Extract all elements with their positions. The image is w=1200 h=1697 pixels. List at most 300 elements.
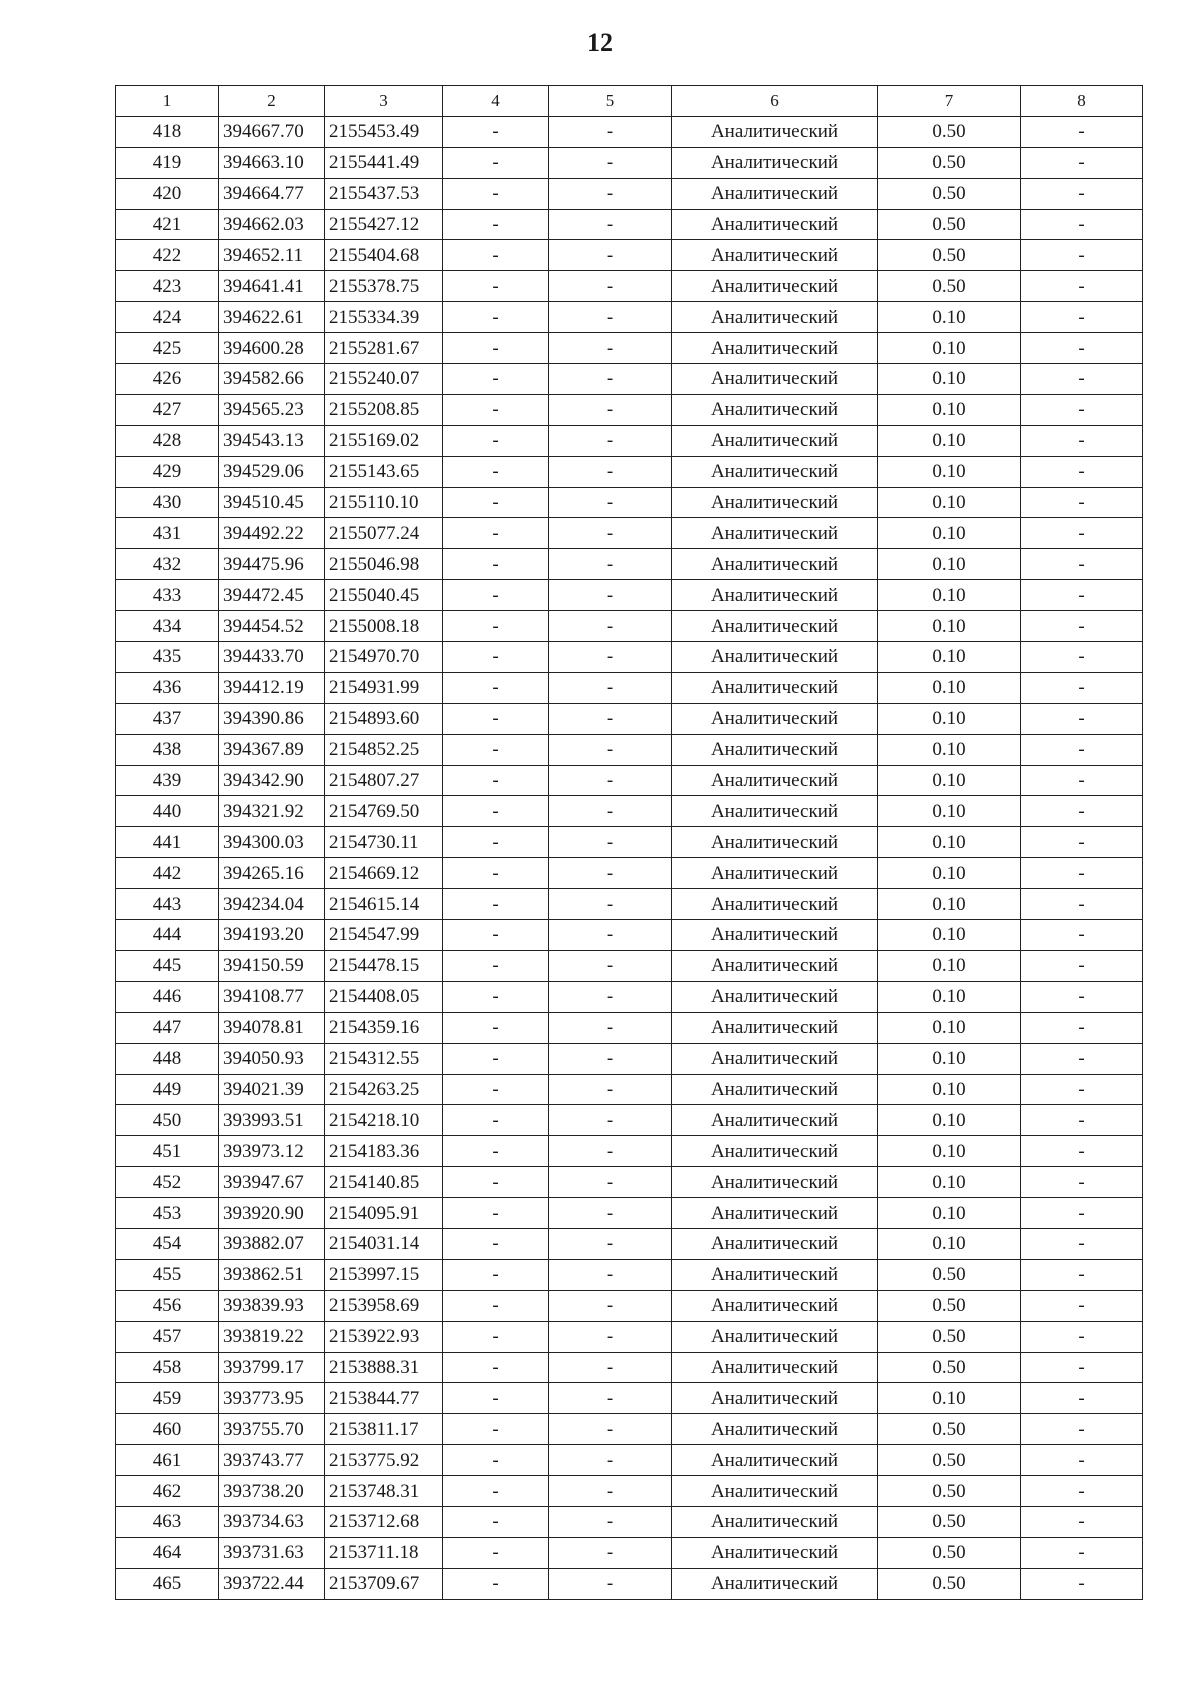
col8-cell: - bbox=[1021, 1198, 1143, 1229]
accuracy-cell: 0.10 bbox=[878, 425, 1021, 456]
accuracy-cell: 0.50 bbox=[878, 209, 1021, 240]
x-coordinate-cell: 394667.70 bbox=[219, 116, 325, 147]
method-cell: Аналитический bbox=[672, 734, 878, 765]
col5-cell: - bbox=[549, 1012, 672, 1043]
col8-cell: - bbox=[1021, 302, 1143, 333]
x-coordinate-cell: 394342.90 bbox=[219, 765, 325, 796]
col5-cell: - bbox=[549, 1568, 672, 1599]
method-cell: Аналитический bbox=[672, 796, 878, 827]
point-number-cell: 455 bbox=[116, 1259, 219, 1290]
col8-cell: - bbox=[1021, 1383, 1143, 1414]
method-cell: Аналитический bbox=[672, 1414, 878, 1445]
x-coordinate-cell: 394641.41 bbox=[219, 271, 325, 302]
point-number-cell: 428 bbox=[116, 425, 219, 456]
col5-cell: - bbox=[549, 456, 672, 487]
method-cell: Аналитический bbox=[672, 1259, 878, 1290]
col4-cell: - bbox=[443, 796, 549, 827]
col5-cell: - bbox=[549, 858, 672, 889]
method-cell: Аналитический bbox=[672, 642, 878, 673]
col4-cell: - bbox=[443, 456, 549, 487]
point-number-cell: 443 bbox=[116, 889, 219, 920]
method-cell: Аналитический bbox=[672, 394, 878, 425]
x-coordinate-cell: 394234.04 bbox=[219, 889, 325, 920]
accuracy-cell: 0.50 bbox=[878, 1476, 1021, 1507]
accuracy-cell: 0.10 bbox=[878, 611, 1021, 642]
col4-cell: - bbox=[443, 178, 549, 209]
col8-cell: - bbox=[1021, 1290, 1143, 1321]
col4-cell: - bbox=[443, 1290, 549, 1321]
col5-cell: - bbox=[549, 1537, 672, 1568]
col8-cell: - bbox=[1021, 981, 1143, 1012]
accuracy-cell: 0.10 bbox=[878, 1105, 1021, 1136]
col8-cell: - bbox=[1021, 178, 1143, 209]
x-coordinate-cell: 394600.28 bbox=[219, 333, 325, 364]
x-coordinate-cell: 393743.77 bbox=[219, 1445, 325, 1476]
table-row bbox=[116, 1321, 1143, 1352]
col5-cell: - bbox=[549, 1383, 672, 1414]
col4-cell: - bbox=[443, 1476, 549, 1507]
point-number-cell: 461 bbox=[116, 1445, 219, 1476]
method-cell: Аналитический bbox=[672, 950, 878, 981]
col8-cell: - bbox=[1021, 425, 1143, 456]
method-cell: Аналитический bbox=[672, 333, 878, 364]
col8-cell: - bbox=[1021, 611, 1143, 642]
table-row bbox=[116, 950, 1143, 981]
col8-cell: - bbox=[1021, 580, 1143, 611]
table-header-row bbox=[116, 86, 1143, 117]
y-coordinate-cell: 2155143.65 bbox=[325, 456, 443, 487]
col4-cell: - bbox=[443, 858, 549, 889]
col4-cell: - bbox=[443, 1537, 549, 1568]
y-coordinate-cell: 2153997.15 bbox=[325, 1259, 443, 1290]
method-cell: Аналитический bbox=[672, 1476, 878, 1507]
col8-cell: - bbox=[1021, 549, 1143, 580]
point-number-cell: 442 bbox=[116, 858, 219, 889]
accuracy-cell: 0.50 bbox=[878, 116, 1021, 147]
col8-cell: - bbox=[1021, 487, 1143, 518]
accuracy-cell: 0.50 bbox=[878, 1321, 1021, 1352]
col8-cell: - bbox=[1021, 1105, 1143, 1136]
col4-cell: - bbox=[443, 1012, 549, 1043]
y-coordinate-cell: 2153748.31 bbox=[325, 1476, 443, 1507]
method-cell: Аналитический bbox=[672, 425, 878, 456]
table-row bbox=[116, 1259, 1143, 1290]
x-coordinate-cell: 393862.51 bbox=[219, 1259, 325, 1290]
col4-cell: - bbox=[443, 302, 549, 333]
col8-cell: - bbox=[1021, 364, 1143, 395]
column-header: 6 bbox=[672, 86, 878, 117]
col5-cell: - bbox=[549, 333, 672, 364]
x-coordinate-cell: 394472.45 bbox=[219, 580, 325, 611]
col5-cell: - bbox=[549, 394, 672, 425]
col5-cell: - bbox=[549, 611, 672, 642]
x-coordinate-cell: 394492.22 bbox=[219, 518, 325, 549]
point-number-cell: 450 bbox=[116, 1105, 219, 1136]
col5-cell: - bbox=[549, 642, 672, 673]
y-coordinate-cell: 2154615.14 bbox=[325, 889, 443, 920]
x-coordinate-cell: 394050.93 bbox=[219, 1043, 325, 1074]
col8-cell: - bbox=[1021, 1228, 1143, 1259]
col4-cell: - bbox=[443, 1568, 549, 1599]
table-row bbox=[116, 1228, 1143, 1259]
table-row bbox=[116, 518, 1143, 549]
col8-cell: - bbox=[1021, 1476, 1143, 1507]
x-coordinate-cell: 394300.03 bbox=[219, 827, 325, 858]
x-coordinate-cell: 393734.63 bbox=[219, 1506, 325, 1537]
y-coordinate-cell: 2154669.12 bbox=[325, 858, 443, 889]
col5-cell: - bbox=[549, 549, 672, 580]
point-number-cell: 435 bbox=[116, 642, 219, 673]
col5-cell: - bbox=[549, 1259, 672, 1290]
y-coordinate-cell: 2155437.53 bbox=[325, 178, 443, 209]
point-number-cell: 465 bbox=[116, 1568, 219, 1599]
col5-cell: - bbox=[549, 703, 672, 734]
column-header: 4 bbox=[443, 86, 549, 117]
col8-cell: - bbox=[1021, 1321, 1143, 1352]
x-coordinate-cell: 393738.20 bbox=[219, 1476, 325, 1507]
table-row bbox=[116, 889, 1143, 920]
accuracy-cell: 0.50 bbox=[878, 1352, 1021, 1383]
method-cell: Аналитический bbox=[672, 1167, 878, 1198]
col4-cell: - bbox=[443, 1383, 549, 1414]
col5-cell: - bbox=[549, 487, 672, 518]
y-coordinate-cell: 2153922.93 bbox=[325, 1321, 443, 1352]
y-coordinate-cell: 2153775.92 bbox=[325, 1445, 443, 1476]
col8-cell: - bbox=[1021, 240, 1143, 271]
y-coordinate-cell: 2154183.36 bbox=[325, 1136, 443, 1167]
method-cell: Аналитический bbox=[672, 1136, 878, 1167]
col5-cell: - bbox=[549, 518, 672, 549]
table-row bbox=[116, 364, 1143, 395]
table-row bbox=[116, 425, 1143, 456]
col5-cell: - bbox=[549, 1167, 672, 1198]
x-coordinate-cell: 394021.39 bbox=[219, 1074, 325, 1105]
col4-cell: - bbox=[443, 394, 549, 425]
table-row bbox=[116, 1537, 1143, 1568]
column-header: 3 bbox=[325, 86, 443, 117]
col4-cell: - bbox=[443, 734, 549, 765]
col8-cell: - bbox=[1021, 765, 1143, 796]
x-coordinate-cell: 394664.77 bbox=[219, 178, 325, 209]
method-cell: Аналитический bbox=[672, 920, 878, 951]
y-coordinate-cell: 2154218.10 bbox=[325, 1105, 443, 1136]
col5-cell: - bbox=[549, 1043, 672, 1074]
col5-cell: - bbox=[549, 1290, 672, 1321]
col4-cell: - bbox=[443, 889, 549, 920]
y-coordinate-cell: 2155453.49 bbox=[325, 116, 443, 147]
col4-cell: - bbox=[443, 1043, 549, 1074]
accuracy-cell: 0.10 bbox=[878, 364, 1021, 395]
method-cell: Аналитический bbox=[672, 672, 878, 703]
method-cell: Аналитический bbox=[672, 1074, 878, 1105]
y-coordinate-cell: 2154547.99 bbox=[325, 920, 443, 951]
col5-cell: - bbox=[549, 796, 672, 827]
col8-cell: - bbox=[1021, 1537, 1143, 1568]
y-coordinate-cell: 2154970.70 bbox=[325, 642, 443, 673]
point-number-cell: 420 bbox=[116, 178, 219, 209]
col5-cell: - bbox=[549, 1198, 672, 1229]
table-row bbox=[116, 1352, 1143, 1383]
accuracy-cell: 0.10 bbox=[878, 796, 1021, 827]
y-coordinate-cell: 2153888.31 bbox=[325, 1352, 443, 1383]
col8-cell: - bbox=[1021, 1259, 1143, 1290]
col5-cell: - bbox=[549, 1352, 672, 1383]
table-row bbox=[116, 147, 1143, 178]
method-cell: Аналитический bbox=[672, 1568, 878, 1599]
col5-cell: - bbox=[549, 147, 672, 178]
y-coordinate-cell: 2155334.39 bbox=[325, 302, 443, 333]
y-coordinate-cell: 2154730.11 bbox=[325, 827, 443, 858]
method-cell: Аналитический bbox=[672, 827, 878, 858]
col8-cell: - bbox=[1021, 950, 1143, 981]
table-row bbox=[116, 116, 1143, 147]
method-cell: Аналитический bbox=[672, 1352, 878, 1383]
x-coordinate-cell: 394662.03 bbox=[219, 209, 325, 240]
accuracy-cell: 0.50 bbox=[878, 1290, 1021, 1321]
point-number-cell: 458 bbox=[116, 1352, 219, 1383]
point-number-cell: 424 bbox=[116, 302, 219, 333]
point-number-cell: 462 bbox=[116, 1476, 219, 1507]
accuracy-cell: 0.10 bbox=[878, 1198, 1021, 1229]
col8-cell: - bbox=[1021, 858, 1143, 889]
point-number-cell: 464 bbox=[116, 1537, 219, 1568]
accuracy-cell: 0.10 bbox=[878, 1012, 1021, 1043]
accuracy-cell: 0.10 bbox=[878, 981, 1021, 1012]
col5-cell: - bbox=[549, 178, 672, 209]
point-number-cell: 459 bbox=[116, 1383, 219, 1414]
point-number-cell: 418 bbox=[116, 116, 219, 147]
col8-cell: - bbox=[1021, 394, 1143, 425]
y-coordinate-cell: 2154031.14 bbox=[325, 1228, 443, 1259]
x-coordinate-cell: 393993.51 bbox=[219, 1105, 325, 1136]
point-number-cell: 437 bbox=[116, 703, 219, 734]
col5-cell: - bbox=[549, 889, 672, 920]
coordinates-table bbox=[115, 85, 1143, 1600]
point-number-cell: 433 bbox=[116, 580, 219, 611]
col8-cell: - bbox=[1021, 1012, 1143, 1043]
x-coordinate-cell: 393882.07 bbox=[219, 1228, 325, 1259]
x-coordinate-cell: 394433.70 bbox=[219, 642, 325, 673]
col4-cell: - bbox=[443, 580, 549, 611]
table-row bbox=[116, 240, 1143, 271]
col4-cell: - bbox=[443, 425, 549, 456]
accuracy-cell: 0.10 bbox=[878, 333, 1021, 364]
table-row bbox=[116, 734, 1143, 765]
accuracy-cell: 0.10 bbox=[878, 487, 1021, 518]
col8-cell: - bbox=[1021, 147, 1143, 178]
accuracy-cell: 0.50 bbox=[878, 1414, 1021, 1445]
x-coordinate-cell: 394150.59 bbox=[219, 950, 325, 981]
accuracy-cell: 0.10 bbox=[878, 642, 1021, 673]
method-cell: Аналитический bbox=[672, 981, 878, 1012]
col4-cell: - bbox=[443, 487, 549, 518]
accuracy-cell: 0.10 bbox=[878, 394, 1021, 425]
point-number-cell: 429 bbox=[116, 456, 219, 487]
method-cell: Аналитический bbox=[672, 1445, 878, 1476]
point-number-cell: 449 bbox=[116, 1074, 219, 1105]
point-number-cell: 421 bbox=[116, 209, 219, 240]
table-row bbox=[116, 1167, 1143, 1198]
col5-cell: - bbox=[549, 765, 672, 796]
x-coordinate-cell: 394108.77 bbox=[219, 981, 325, 1012]
col4-cell: - bbox=[443, 1414, 549, 1445]
y-coordinate-cell: 2155441.49 bbox=[325, 147, 443, 178]
table-row bbox=[116, 1476, 1143, 1507]
method-cell: Аналитический bbox=[672, 302, 878, 333]
point-number-cell: 438 bbox=[116, 734, 219, 765]
col4-cell: - bbox=[443, 765, 549, 796]
col8-cell: - bbox=[1021, 703, 1143, 734]
x-coordinate-cell: 394265.16 bbox=[219, 858, 325, 889]
table-row bbox=[116, 1136, 1143, 1167]
method-cell: Аналитический bbox=[672, 765, 878, 796]
col5-cell: - bbox=[549, 1476, 672, 1507]
col4-cell: - bbox=[443, 1105, 549, 1136]
accuracy-cell: 0.10 bbox=[878, 950, 1021, 981]
table-row bbox=[116, 858, 1143, 889]
accuracy-cell: 0.50 bbox=[878, 1259, 1021, 1290]
x-coordinate-cell: 394652.11 bbox=[219, 240, 325, 271]
y-coordinate-cell: 2154359.16 bbox=[325, 1012, 443, 1043]
col4-cell: - bbox=[443, 611, 549, 642]
accuracy-cell: 0.10 bbox=[878, 1383, 1021, 1414]
y-coordinate-cell: 2155040.45 bbox=[325, 580, 443, 611]
accuracy-cell: 0.10 bbox=[878, 580, 1021, 611]
y-coordinate-cell: 2154893.60 bbox=[325, 703, 443, 734]
col8-cell: - bbox=[1021, 1568, 1143, 1599]
point-number-cell: 419 bbox=[116, 147, 219, 178]
accuracy-cell: 0.10 bbox=[878, 549, 1021, 580]
accuracy-cell: 0.10 bbox=[878, 1074, 1021, 1105]
point-number-cell: 448 bbox=[116, 1043, 219, 1074]
col4-cell: - bbox=[443, 147, 549, 178]
y-coordinate-cell: 2155378.75 bbox=[325, 271, 443, 302]
x-coordinate-cell: 394390.86 bbox=[219, 703, 325, 734]
accuracy-cell: 0.10 bbox=[878, 827, 1021, 858]
y-coordinate-cell: 2155208.85 bbox=[325, 394, 443, 425]
accuracy-cell: 0.10 bbox=[878, 703, 1021, 734]
col4-cell: - bbox=[443, 549, 549, 580]
col4-cell: - bbox=[443, 1074, 549, 1105]
col5-cell: - bbox=[549, 1074, 672, 1105]
method-cell: Аналитический bbox=[672, 1383, 878, 1414]
method-cell: Аналитический bbox=[672, 1290, 878, 1321]
col8-cell: - bbox=[1021, 642, 1143, 673]
accuracy-cell: 0.10 bbox=[878, 765, 1021, 796]
col4-cell: - bbox=[443, 271, 549, 302]
point-number-cell: 423 bbox=[116, 271, 219, 302]
y-coordinate-cell: 2154312.55 bbox=[325, 1043, 443, 1074]
col8-cell: - bbox=[1021, 827, 1143, 858]
table-row bbox=[116, 796, 1143, 827]
column-header: 1 bbox=[116, 86, 219, 117]
x-coordinate-cell: 393819.22 bbox=[219, 1321, 325, 1352]
table-row bbox=[116, 209, 1143, 240]
col4-cell: - bbox=[443, 703, 549, 734]
point-number-cell: 432 bbox=[116, 549, 219, 580]
x-coordinate-cell: 393973.12 bbox=[219, 1136, 325, 1167]
method-cell: Аналитический bbox=[672, 858, 878, 889]
table-row bbox=[116, 1105, 1143, 1136]
x-coordinate-cell: 394367.89 bbox=[219, 734, 325, 765]
table-row bbox=[116, 1568, 1143, 1599]
col5-cell: - bbox=[549, 209, 672, 240]
accuracy-cell: 0.10 bbox=[878, 858, 1021, 889]
y-coordinate-cell: 2155110.10 bbox=[325, 487, 443, 518]
accuracy-cell: 0.10 bbox=[878, 920, 1021, 951]
point-number-cell: 440 bbox=[116, 796, 219, 827]
col5-cell: - bbox=[549, 1321, 672, 1352]
x-coordinate-cell: 393920.90 bbox=[219, 1198, 325, 1229]
y-coordinate-cell: 2154095.91 bbox=[325, 1198, 443, 1229]
accuracy-cell: 0.50 bbox=[878, 240, 1021, 271]
table-row bbox=[116, 394, 1143, 425]
x-coordinate-cell: 393731.63 bbox=[219, 1537, 325, 1568]
column-header: 2 bbox=[219, 86, 325, 117]
x-coordinate-cell: 394582.66 bbox=[219, 364, 325, 395]
point-number-cell: 431 bbox=[116, 518, 219, 549]
col8-cell: - bbox=[1021, 889, 1143, 920]
x-coordinate-cell: 394193.20 bbox=[219, 920, 325, 951]
col4-cell: - bbox=[443, 1445, 549, 1476]
table-row bbox=[116, 1414, 1143, 1445]
method-cell: Аналитический bbox=[672, 703, 878, 734]
accuracy-cell: 0.10 bbox=[878, 1228, 1021, 1259]
method-cell: Аналитический bbox=[672, 456, 878, 487]
method-cell: Аналитический bbox=[672, 364, 878, 395]
method-cell: Аналитический bbox=[672, 487, 878, 518]
y-coordinate-cell: 2154263.25 bbox=[325, 1074, 443, 1105]
table-row bbox=[116, 487, 1143, 518]
point-number-cell: 453 bbox=[116, 1198, 219, 1229]
table-row bbox=[116, 611, 1143, 642]
y-coordinate-cell: 2154408.05 bbox=[325, 981, 443, 1012]
table-row bbox=[116, 672, 1143, 703]
point-number-cell: 430 bbox=[116, 487, 219, 518]
col8-cell: - bbox=[1021, 209, 1143, 240]
accuracy-cell: 0.50 bbox=[878, 178, 1021, 209]
col4-cell: - bbox=[443, 827, 549, 858]
col5-cell: - bbox=[549, 672, 672, 703]
x-coordinate-cell: 394543.13 bbox=[219, 425, 325, 456]
col4-cell: - bbox=[443, 1198, 549, 1229]
y-coordinate-cell: 2153712.68 bbox=[325, 1506, 443, 1537]
method-cell: Аналитический bbox=[672, 178, 878, 209]
col4-cell: - bbox=[443, 1136, 549, 1167]
col4-cell: - bbox=[443, 1228, 549, 1259]
table-row bbox=[116, 580, 1143, 611]
col4-cell: - bbox=[443, 1321, 549, 1352]
point-number-cell: 457 bbox=[116, 1321, 219, 1352]
y-coordinate-cell: 2154140.85 bbox=[325, 1167, 443, 1198]
col8-cell: - bbox=[1021, 1506, 1143, 1537]
col8-cell: - bbox=[1021, 672, 1143, 703]
point-number-cell: 463 bbox=[116, 1506, 219, 1537]
col8-cell: - bbox=[1021, 1043, 1143, 1074]
col5-cell: - bbox=[549, 1506, 672, 1537]
col5-cell: - bbox=[549, 920, 672, 951]
col5-cell: - bbox=[549, 1136, 672, 1167]
x-coordinate-cell: 393773.95 bbox=[219, 1383, 325, 1414]
col5-cell: - bbox=[549, 1445, 672, 1476]
point-number-cell: 422 bbox=[116, 240, 219, 271]
col4-cell: - bbox=[443, 1167, 549, 1198]
x-coordinate-cell: 393799.17 bbox=[219, 1352, 325, 1383]
col4-cell: - bbox=[443, 981, 549, 1012]
y-coordinate-cell: 2155077.24 bbox=[325, 518, 443, 549]
method-cell: Аналитический bbox=[672, 518, 878, 549]
x-coordinate-cell: 394510.45 bbox=[219, 487, 325, 518]
